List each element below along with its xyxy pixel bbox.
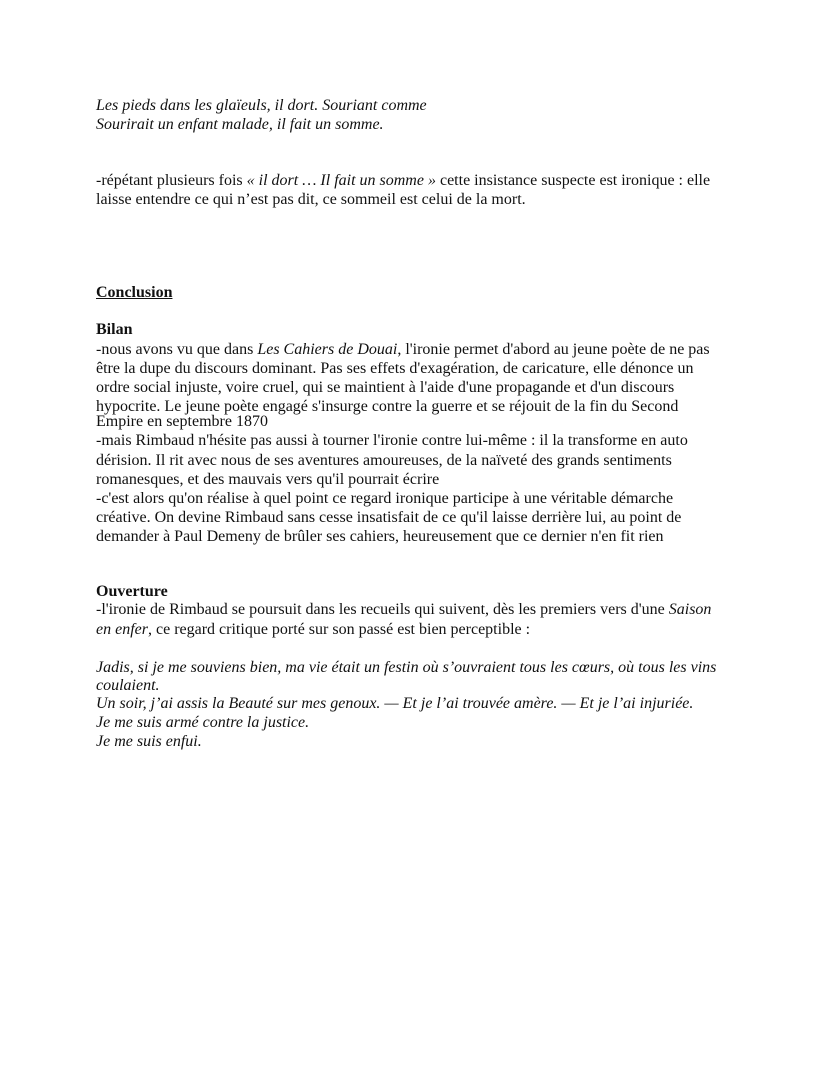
bilan-line: -nous avons vu que dans Les Cahiers de Douai, l'ironie permet d'abord au jeune poète de ne pas bbox=[96, 341, 710, 358]
ouverture-heading: Ouverture bbox=[96, 583, 168, 600]
bilan-heading: Bilan bbox=[96, 321, 133, 338]
bilan-line: être la dupe du discours dominant. Pas ses effets d'exagération, de caricature, elle dénonce un bbox=[96, 360, 694, 377]
bilan-line: -c'est alors qu'on réalise à quel point ce regard ironique participe à une véritable démarche bbox=[96, 490, 674, 507]
verse-line: Les pieds dans les glaïeuls, il dort. Souriant comme bbox=[96, 97, 427, 114]
book-title: en enfer bbox=[96, 621, 148, 638]
conclusion-heading: Conclusion bbox=[96, 284, 173, 301]
verse-line: Sourirait un enfant malade, il fait un somme. bbox=[96, 116, 384, 133]
book-title: Les Cahiers de Douai bbox=[257, 341, 398, 358]
quote-line: Je me suis armé contre la justice. bbox=[96, 714, 310, 731]
analysis-line: laisse entendre ce qui n’est pas dit, ce sommeil est celui de la mort. bbox=[96, 191, 526, 208]
quote-line: coulaient. bbox=[96, 677, 160, 694]
quote-line: Un soir, j’ai assis la Beauté sur mes genoux. — Et je l’ai trouvée amère. — Et je l’ai injuriée. bbox=[96, 695, 694, 712]
analysis-line: -répétant plusieurs fois « il dort … Il fait un somme » cette insistance suspecte est ironique : elle bbox=[96, 172, 711, 189]
quote: « il dort … Il fait un somme » bbox=[246, 172, 436, 189]
quote-line: Jadis, si je me souviens bien, ma vie était un festin où s’ouvraient tous les cœurs, où tous les vins bbox=[96, 659, 717, 676]
book-title: Saison bbox=[668, 601, 712, 618]
bilan-line: créative. On devine Rimbaud sans cesse insatisfait de ce qu'il laisse derrière lui, au point de bbox=[96, 509, 682, 526]
bilan-line: romanesques, et des mauvais vers qu'il pourrait écrire bbox=[96, 471, 440, 488]
ouverture-line: en enfer, ce regard critique porté sur son passé est bien perceptible : bbox=[96, 621, 531, 638]
bilan-line: -mais Rimbaud n'hésite pas aussi à tourner l'ironie contre lui-même : il la transforme en auto bbox=[96, 432, 688, 449]
ouverture-line: -l'ironie de Rimbaud se poursuit dans les recueils qui suivent, dès les premiers vers d'une Saison bbox=[96, 601, 712, 618]
bilan-line: hypocrite. Le jeune poète engagé s'insurge contre la guerre et se réjouit de la fin du Second bbox=[96, 398, 679, 415]
quote-line: Je me suis enfui. bbox=[96, 733, 202, 750]
bilan-line: demander à Paul Demeny de brûler ses cahiers, heureusement que ce dernier n'en fit rien bbox=[96, 528, 664, 545]
bilan-line: ordre social injuste, voire cruel, qui se maintient à l'aide d'une propagande et d'un discours bbox=[96, 379, 675, 396]
bilan-line: Empire en septembre 1870 bbox=[96, 413, 268, 430]
bilan-line: dérision. Il rit avec nous de ses aventures amoureuses, de la naïveté des grands sentiments bbox=[96, 452, 672, 469]
